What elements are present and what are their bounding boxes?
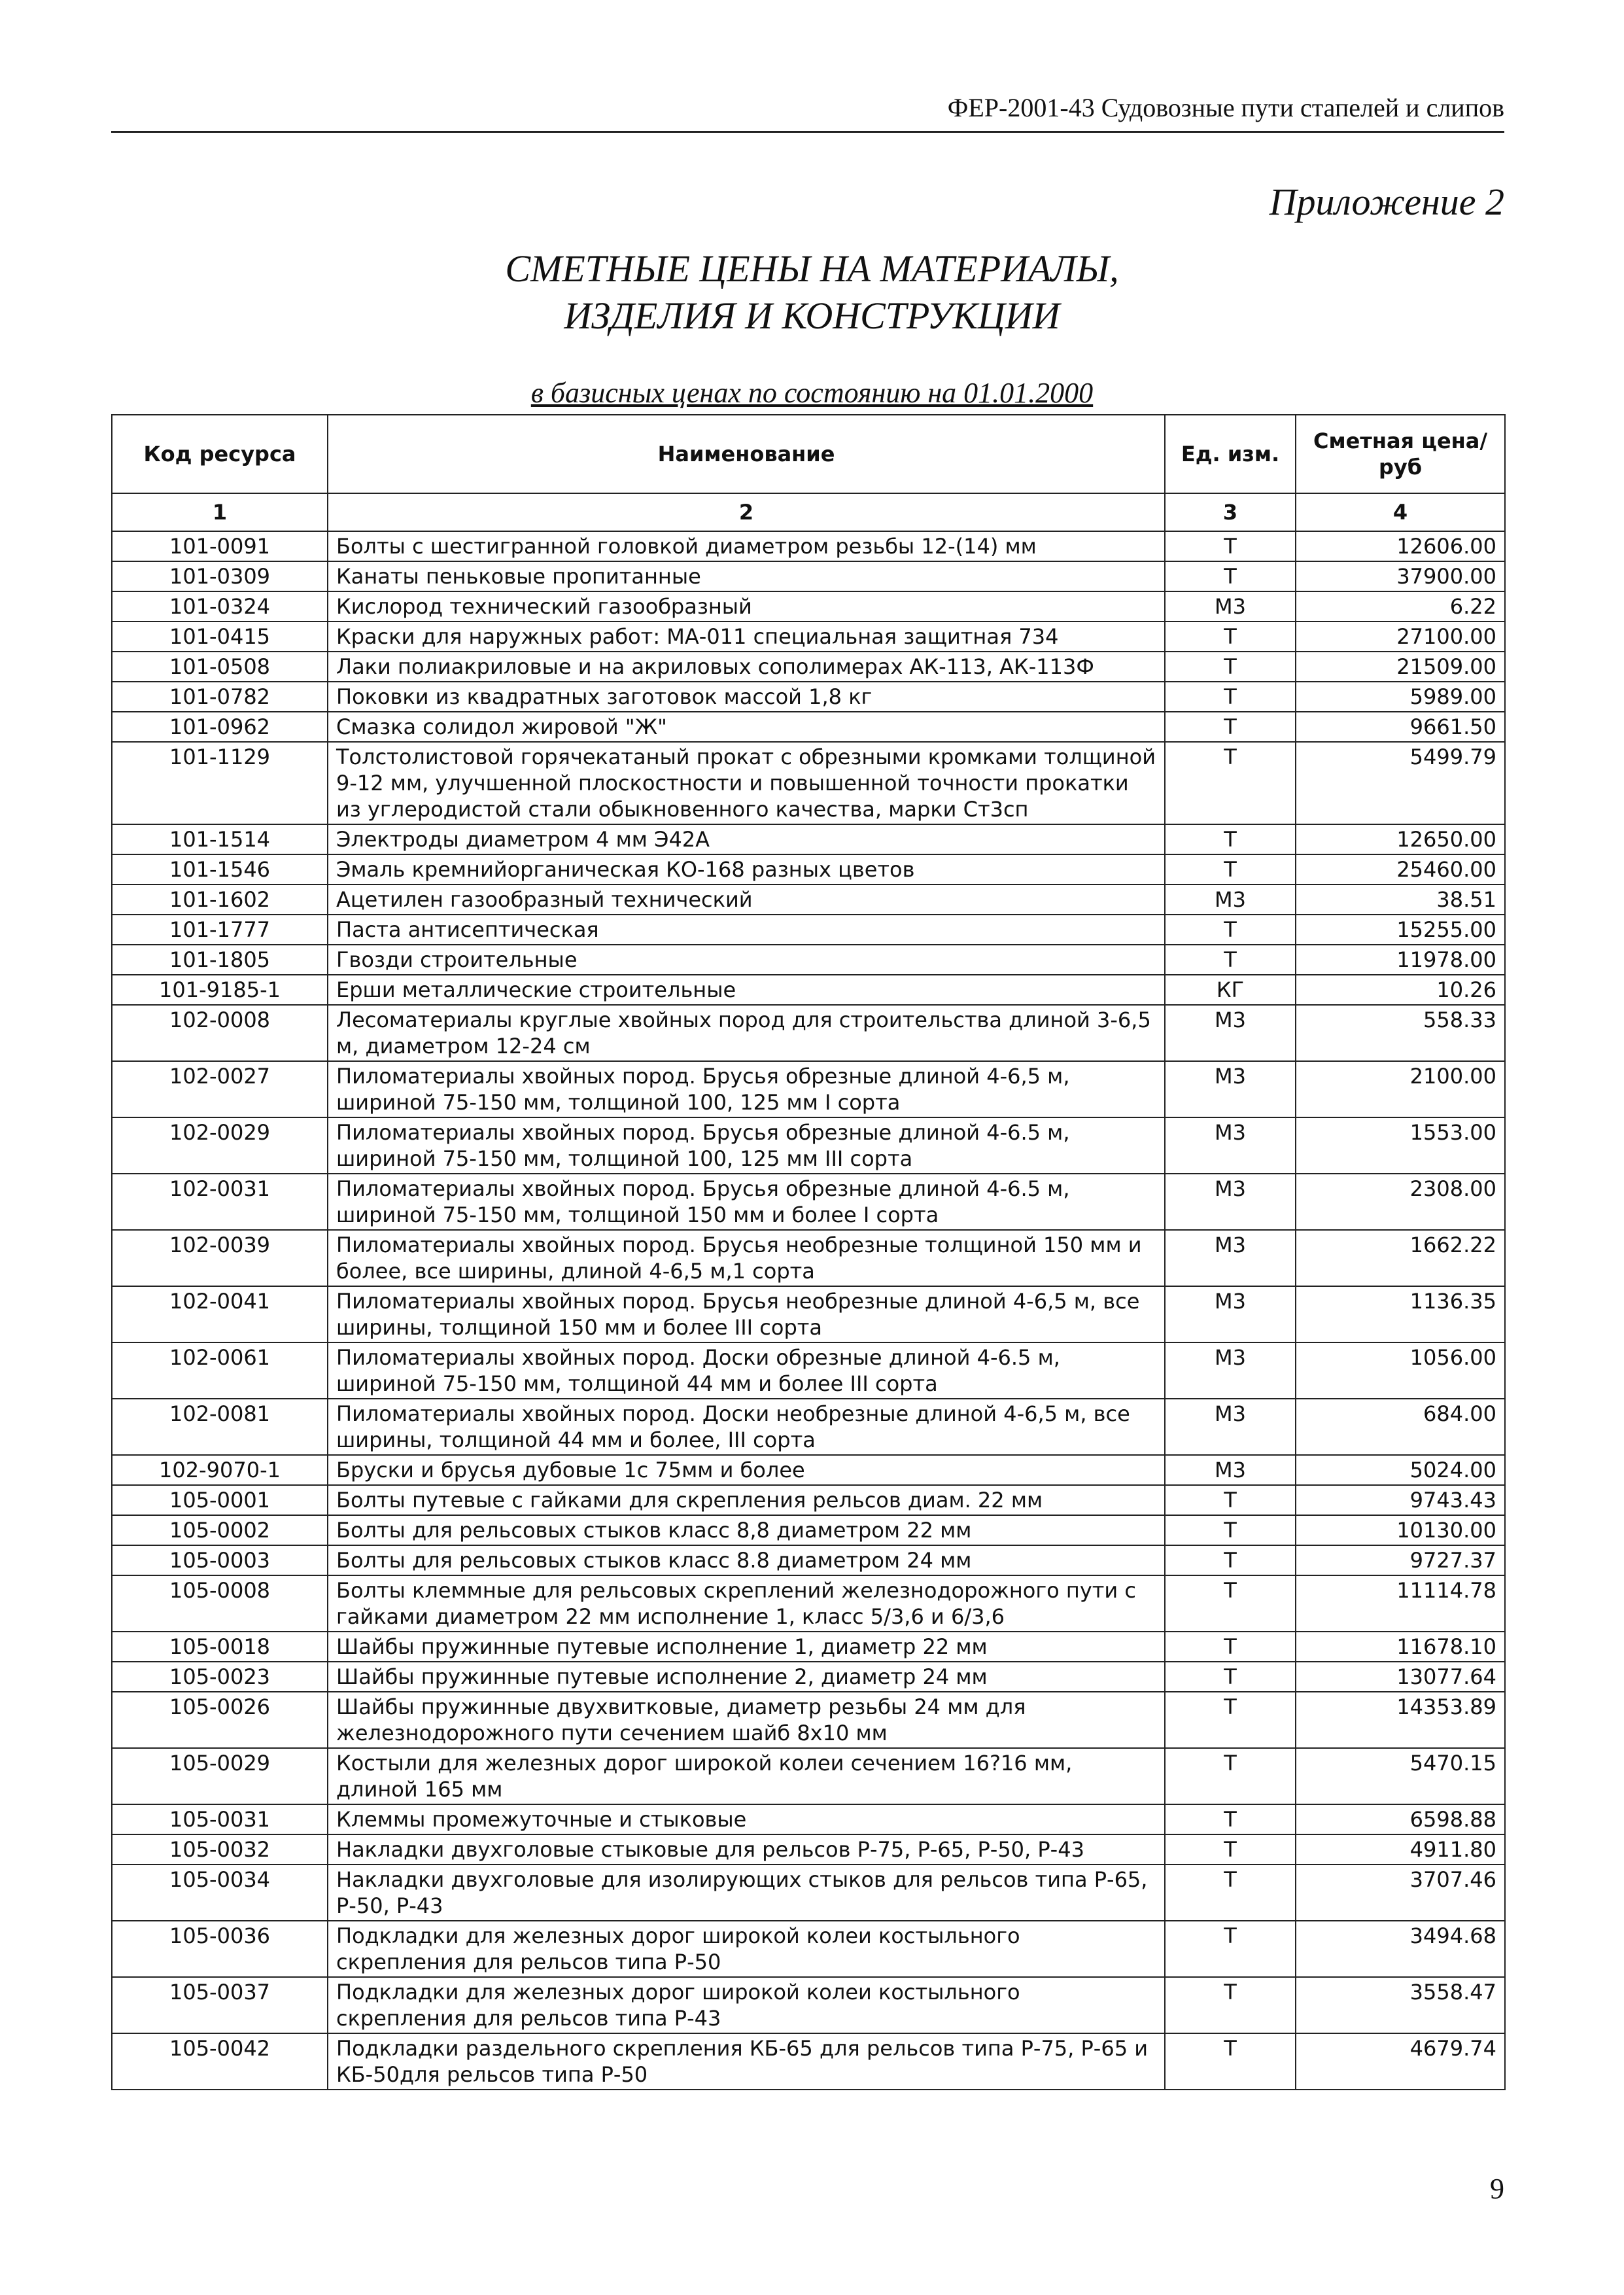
price-cell: 15255.00 xyxy=(1296,915,1505,945)
price-cell: 21509.00 xyxy=(1296,652,1505,682)
resource-code-cell: 105-0001 xyxy=(112,1485,328,1515)
unit-cell: Т xyxy=(1165,682,1296,712)
price-table xyxy=(111,414,1506,2090)
price-cell: 9661.50 xyxy=(1296,712,1505,742)
unit-cell: М3 xyxy=(1165,1342,1296,1399)
resource-name-cell: Пиломатериалы хвойных пород. Доски обрезные длиной 4-6.5 м, шириной 75-150 мм, толщиной 44 мм и более III сорта xyxy=(328,1342,1165,1399)
unit-cell: Т xyxy=(1165,1485,1296,1515)
price-cell: 11114.78 xyxy=(1296,1575,1505,1632)
unit-cell: Т xyxy=(1165,854,1296,885)
table-row xyxy=(112,2033,1505,2090)
resource-name-cell: Электроды диаметром 4 мм Э42А xyxy=(328,824,1165,854)
resource-code-cell: 101-9185-1 xyxy=(112,975,328,1005)
resource-code-cell: 102-0039 xyxy=(112,1230,328,1286)
table-row xyxy=(112,885,1505,915)
table-row xyxy=(112,1515,1505,1545)
resource-code-cell: 101-0782 xyxy=(112,682,328,712)
table-row xyxy=(112,1117,1505,1174)
unit-cell: Т xyxy=(1165,1748,1296,1804)
table-row xyxy=(112,1921,1505,1977)
resource-name-cell: Эмаль кремнийорганическая КО-168 разных цветов xyxy=(328,854,1165,885)
price-cell: 1136.35 xyxy=(1296,1286,1505,1342)
resource-name-cell: Пиломатериалы хвойных пород. Доски необрезные длиной 4-6,5 м, все ширины, толщиной 44 мм и более, III сорта xyxy=(328,1399,1165,1455)
table-row xyxy=(112,682,1505,712)
resource-name-cell: Болты для рельсовых стыков класс 8.8 диаметром 24 мм xyxy=(328,1545,1165,1575)
table-row xyxy=(112,854,1505,885)
resource-name-cell: Пиломатериалы хвойных пород. Брусья необрезные длиной 4-6,5 м, все ширины, толщиной 150 мм и более III сорта xyxy=(328,1286,1165,1342)
unit-cell: Т xyxy=(1165,1977,1296,2033)
unit-cell: М3 xyxy=(1165,1286,1296,1342)
unit-cell: М3 xyxy=(1165,1061,1296,1117)
unit-cell: М3 xyxy=(1165,1117,1296,1174)
unit-cell: Т xyxy=(1165,742,1296,824)
price-cell: 1056.00 xyxy=(1296,1342,1505,1399)
unit-cell: М3 xyxy=(1165,1005,1296,1061)
resource-code-cell: 101-0091 xyxy=(112,531,328,561)
table-header xyxy=(112,415,1505,531)
unit-cell: Т xyxy=(1165,1834,1296,1865)
table-row xyxy=(112,1662,1505,1692)
unit-cell: Т xyxy=(1165,1662,1296,1692)
price-cell: 11978.00 xyxy=(1296,945,1505,975)
table-row xyxy=(112,824,1505,854)
resource-name-cell: Ацетилен газообразный технический xyxy=(328,885,1165,915)
resource-name-cell: Болты с шестигранной головкой диаметром резьбы 12-(14) мм xyxy=(328,531,1165,561)
price-cell: 6598.88 xyxy=(1296,1804,1505,1834)
unit-cell: Т xyxy=(1165,1921,1296,1977)
resource-code-cell: 102-0027 xyxy=(112,1061,328,1117)
running-header xyxy=(111,92,1504,133)
resource-code-cell: 105-0042 xyxy=(112,2033,328,2090)
table-row xyxy=(112,1632,1505,1662)
table-row xyxy=(112,1061,1505,1117)
price-cell: 4911.80 xyxy=(1296,1834,1505,1865)
resource-code-cell: 105-0029 xyxy=(112,1748,328,1804)
resource-code-cell: 101-0324 xyxy=(112,591,328,622)
price-cell: 6.22 xyxy=(1296,591,1505,622)
price-cell: 10.26 xyxy=(1296,975,1505,1005)
table-row xyxy=(112,945,1505,975)
resource-name-cell: Клеммы промежуточные и стыковые xyxy=(328,1804,1165,1834)
column-header-code: Код ресурса xyxy=(112,415,328,493)
price-cell: 684.00 xyxy=(1296,1399,1505,1455)
resource-code-cell: 101-1777 xyxy=(112,915,328,945)
price-cell: 11678.10 xyxy=(1296,1632,1505,1662)
table-row xyxy=(112,712,1505,742)
resource-code-cell: 101-0962 xyxy=(112,712,328,742)
unit-cell: Т xyxy=(1165,1575,1296,1632)
resource-code-cell: 105-0003 xyxy=(112,1545,328,1575)
table-row xyxy=(112,1399,1505,1455)
table-row xyxy=(112,975,1505,1005)
column-number-row xyxy=(112,493,1505,531)
column-number: 4 xyxy=(1296,493,1505,531)
unit-cell: Т xyxy=(1165,622,1296,652)
unit-cell: Т xyxy=(1165,1804,1296,1834)
table-row xyxy=(112,622,1505,652)
resource-name-cell: Болты клеммные для рельсовых скреплений железнодорожного пути с гайками диаметром 22 мм исполнение 1, класс 5/3,6 и 6/3,6 xyxy=(328,1575,1165,1632)
table-row xyxy=(112,1286,1505,1342)
resource-code-cell: 101-1602 xyxy=(112,885,328,915)
resource-name-cell: Подкладки для железных дорог широкой колеи костыльного скрепления для рельсов типа Р-50 xyxy=(328,1921,1165,1977)
unit-cell: Т xyxy=(1165,915,1296,945)
price-cell: 5989.00 xyxy=(1296,682,1505,712)
unit-cell: Т xyxy=(1165,1545,1296,1575)
resource-name-cell: Краски для наружных работ: МА-011 специальная защитная 734 xyxy=(328,622,1165,652)
table-row xyxy=(112,1692,1505,1748)
header-row xyxy=(112,415,1505,493)
unit-cell: М3 xyxy=(1165,1455,1296,1485)
price-cell: 558.33 xyxy=(1296,1005,1505,1061)
price-cell: 9727.37 xyxy=(1296,1545,1505,1575)
unit-cell: Т xyxy=(1165,945,1296,975)
resource-name-cell: Пиломатериалы хвойных пород. Брусья обрезные длиной 4-6.5 м, шириной 75-150 мм, толщиной 150 мм и более I сорта xyxy=(328,1174,1165,1230)
resource-name-cell: Лесоматериалы круглые хвойных пород для строительства длиной 3-6,5 м, диаметром 12-24 см xyxy=(328,1005,1165,1061)
resource-code-cell: 105-0002 xyxy=(112,1515,328,1545)
unit-cell: Т xyxy=(1165,1692,1296,1748)
unit-cell: Т xyxy=(1165,652,1296,682)
resource-name-cell: Поковки из квадратных заготовок массой 1,8 кг xyxy=(328,682,1165,712)
table-row xyxy=(112,531,1505,561)
document-title-line-2: ИЗДЕЛИЯ И КОНСТРУКЦИИ xyxy=(564,294,1060,337)
price-cell: 1662.22 xyxy=(1296,1230,1505,1286)
price-cell: 10130.00 xyxy=(1296,1515,1505,1545)
unit-cell: Т xyxy=(1165,1515,1296,1545)
unit-cell: М3 xyxy=(1165,1399,1296,1455)
document-subtitle: в базисных ценах по состоянию на 01.01.2000 xyxy=(530,377,1094,409)
resource-code-cell: 105-0023 xyxy=(112,1662,328,1692)
resource-name-cell: Гвозди строительные xyxy=(328,945,1165,975)
table-row xyxy=(112,591,1505,622)
resource-name-cell: Пиломатериалы хвойных пород. Брусья необрезные толщиной 150 мм и более, все ширины, длиной 4-6,5 м,1 сорта xyxy=(328,1230,1165,1286)
price-cell: 13077.64 xyxy=(1296,1662,1505,1692)
document-title xyxy=(0,245,1624,340)
price-cell: 37900.00 xyxy=(1296,561,1505,591)
resource-name-cell: Подкладки раздельного скрепления КБ-65 для рельсов типа Р-75, Р-65 и КБ-50для рельсов типа Р-50 xyxy=(328,2033,1165,2090)
resource-code-cell: 105-0031 xyxy=(112,1804,328,1834)
unit-cell: Т xyxy=(1165,824,1296,854)
column-header-price: Сметная цена/руб xyxy=(1296,415,1505,493)
unit-cell: Т xyxy=(1165,531,1296,561)
table-row xyxy=(112,1748,1505,1804)
unit-cell: Т xyxy=(1165,1632,1296,1662)
resource-name-cell: Канаты пеньковые пропитанные xyxy=(328,561,1165,591)
resource-code-cell: 101-1805 xyxy=(112,945,328,975)
column-number: 1 xyxy=(112,493,328,531)
unit-cell: Т xyxy=(1165,1865,1296,1921)
unit-cell: КГ xyxy=(1165,975,1296,1005)
price-cell: 4679.74 xyxy=(1296,2033,1505,2090)
table-row xyxy=(112,742,1505,824)
resource-name-cell: Пиломатериалы хвойных пород. Брусья обрезные длиной 4-6,5 м, шириной 75-150 мм, толщиной 100, 125 мм I сорта xyxy=(328,1061,1165,1117)
resource-name-cell: Пиломатериалы хвойных пород. Брусья обрезные длиной 4-6.5 м, шириной 75-150 мм, толщиной 100, 125 мм III сорта xyxy=(328,1117,1165,1174)
column-number: 3 xyxy=(1165,493,1296,531)
running-title: ФЕР-2001-43 Судовозные пути стапелей и слипов xyxy=(947,93,1504,122)
unit-cell: Т xyxy=(1165,561,1296,591)
price-cell: 38.51 xyxy=(1296,885,1505,915)
unit-cell: Т xyxy=(1165,712,1296,742)
price-cell: 25460.00 xyxy=(1296,854,1505,885)
unit-cell: М3 xyxy=(1165,591,1296,622)
page-number: 9 xyxy=(1490,2173,1504,2205)
price-cell: 12606.00 xyxy=(1296,531,1505,561)
table-row xyxy=(112,1575,1505,1632)
resource-name-cell: Бруски и брусья дубовые 1с 75мм и более xyxy=(328,1455,1165,1485)
table-row xyxy=(112,652,1505,682)
unit-cell: М3 xyxy=(1165,1230,1296,1286)
resource-code-cell: 102-0061 xyxy=(112,1342,328,1399)
resource-code-cell: 105-0008 xyxy=(112,1575,328,1632)
resource-name-cell: Лаки полиакриловые и на акриловых сополимерах АК-113, АК-113Ф xyxy=(328,652,1165,682)
resource-name-cell: Ерши металлические строительные xyxy=(328,975,1165,1005)
resource-code-cell: 102-0081 xyxy=(112,1399,328,1455)
resource-name-cell: Накладки двухголовые для изолирующих стыков для рельсов типа Р-65, Р-50, Р-43 xyxy=(328,1865,1165,1921)
table-row xyxy=(112,1230,1505,1286)
appendix-label: Приложение 2 xyxy=(1269,181,1504,223)
resource-name-cell: Шайбы пружинные двухвитковые, диаметр резьбы 24 мм для железнодорожного пути сечением шайб 8х10 мм xyxy=(328,1692,1165,1748)
price-cell: 14353.89 xyxy=(1296,1692,1505,1748)
table-row xyxy=(112,561,1505,591)
resource-code-cell: 105-0034 xyxy=(112,1865,328,1921)
resource-code-cell: 102-0008 xyxy=(112,1005,328,1061)
table-row xyxy=(112,1342,1505,1399)
resource-code-cell: 101-1514 xyxy=(112,824,328,854)
resource-code-cell: 101-1129 xyxy=(112,742,328,824)
price-cell: 1553.00 xyxy=(1296,1117,1505,1174)
resource-code-cell: 105-0026 xyxy=(112,1692,328,1748)
table-row xyxy=(112,1834,1505,1865)
resource-name-cell: Паста антисептическая xyxy=(328,915,1165,945)
unit-cell: М3 xyxy=(1165,885,1296,915)
resource-name-cell: Подкладки для железных дорог широкой колеи костыльного скрепления для рельсов типа Р-43 xyxy=(328,1977,1165,2033)
resource-code-cell: 101-0508 xyxy=(112,652,328,682)
resource-code-cell: 102-9070-1 xyxy=(112,1455,328,1485)
resource-code-cell: 101-0309 xyxy=(112,561,328,591)
price-cell: 5499.79 xyxy=(1296,742,1505,824)
resource-name-cell: Шайбы пружинные путевые исполнение 2, диаметр 24 мм xyxy=(328,1662,1165,1692)
table-body xyxy=(112,531,1505,2090)
table-row xyxy=(112,1174,1505,1230)
resource-code-cell: 105-0036 xyxy=(112,1921,328,1977)
table-row xyxy=(112,1545,1505,1575)
price-cell: 12650.00 xyxy=(1296,824,1505,854)
resource-code-cell: 105-0018 xyxy=(112,1632,328,1662)
table-row xyxy=(112,915,1505,945)
price-cell: 5024.00 xyxy=(1296,1455,1505,1485)
table-row xyxy=(112,1485,1505,1515)
resource-name-cell: Накладки двухголовые стыковые для рельсов Р-75, Р-65, Р-50, Р-43 xyxy=(328,1834,1165,1865)
resource-code-cell: 105-0032 xyxy=(112,1834,328,1865)
resource-name-cell: Шайбы пружинные путевые исполнение 1, диаметр 22 мм xyxy=(328,1632,1165,1662)
price-table-container xyxy=(111,414,1504,2090)
price-cell: 2100.00 xyxy=(1296,1061,1505,1117)
column-header-name: Наименование xyxy=(328,415,1165,493)
price-cell: 3707.46 xyxy=(1296,1865,1505,1921)
column-number: 2 xyxy=(328,493,1165,531)
resource-code-cell: 102-0031 xyxy=(112,1174,328,1230)
price-cell: 3558.47 xyxy=(1296,1977,1505,2033)
unit-cell: Т xyxy=(1165,2033,1296,2090)
resource-name-cell: Толстолистовой горячекатаный прокат с обрезными кромками толщиной 9-12 мм, улучшенной плоскостности и повышенной точности прокатки из углеродистой стали обыкновенного качества, марки Ст3сп xyxy=(328,742,1165,824)
resource-code-cell: 105-0037 xyxy=(112,1977,328,2033)
table-row xyxy=(112,1005,1505,1061)
table-row xyxy=(112,1804,1505,1834)
resource-name-cell: Костыли для железных дорог широкой колеи сечением 16?16 мм, длиной 165 мм xyxy=(328,1748,1165,1804)
document-title-line-1: СМЕТНЫЕ ЦЕНЫ НА МАТЕРИАЛЫ, xyxy=(505,247,1119,290)
table-row xyxy=(112,1977,1505,2033)
resource-name-cell: Кислород технический газообразный xyxy=(328,591,1165,622)
table-row xyxy=(112,1865,1505,1921)
resource-name-cell: Болты путевые с гайками для скрепления рельсов диам. 22 мм xyxy=(328,1485,1165,1515)
resource-name-cell: Смазка солидол жировой "Ж" xyxy=(328,712,1165,742)
unit-cell: М3 xyxy=(1165,1174,1296,1230)
resource-code-cell: 101-1546 xyxy=(112,854,328,885)
resource-code-cell: 101-0415 xyxy=(112,622,328,652)
price-cell: 5470.15 xyxy=(1296,1748,1505,1804)
price-cell: 9743.43 xyxy=(1296,1485,1505,1515)
column-header-unit: Ед. изм. xyxy=(1165,415,1296,493)
price-cell: 2308.00 xyxy=(1296,1174,1505,1230)
price-cell: 27100.00 xyxy=(1296,622,1505,652)
price-cell: 3494.68 xyxy=(1296,1921,1505,1977)
table-row xyxy=(112,1455,1505,1485)
resource-code-cell: 102-0041 xyxy=(112,1286,328,1342)
resource-code-cell: 102-0029 xyxy=(112,1117,328,1174)
resource-name-cell: Болты для рельсовых стыков класс 8,8 диаметром 22 мм xyxy=(328,1515,1165,1545)
